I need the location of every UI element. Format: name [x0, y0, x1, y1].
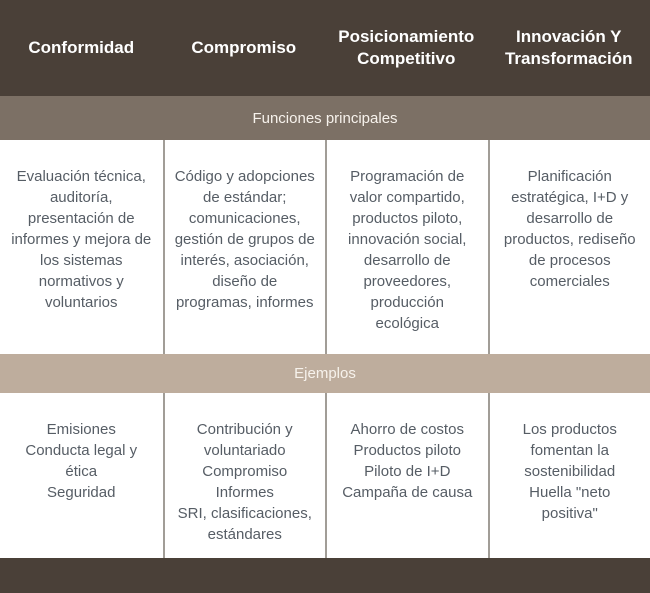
funciones-cell-compromiso: Código y adopciones de estándar; comunicaciones, gestión de grupos de interés, asociación, diseño de programas, informes: [163, 140, 326, 354]
table-header-row: [0, 0, 650, 96]
ejemplos-item: Campaña de causa: [342, 484, 473, 501]
ejemplos-item: SRI, clasificaciones, estándares: [177, 505, 312, 543]
ejemplos-item: Seguridad: [47, 484, 116, 501]
ejemplos-item: Ahorro de costos: [350, 421, 464, 438]
section-band-label: Funciones principales: [252, 109, 398, 127]
ejemplos-item: Informes: [215, 484, 274, 501]
ejemplos-cell-compromiso: [163, 393, 326, 558]
ejemplos-cell-conformidad: [0, 393, 163, 558]
funciones-content-row: [0, 140, 650, 354]
ejemplos-content-row: [0, 393, 650, 558]
ejemplos-item: Compromiso: [202, 463, 288, 480]
ejemplos-item: Conducta legal y ética: [25, 442, 138, 480]
section-band-funciones-principales: [0, 96, 650, 140]
ejemplos-item: Huella "neto positiva": [529, 484, 611, 522]
column-header-conformidad: Conformidad: [28, 38, 135, 57]
section-band-ejemplos: [0, 354, 650, 393]
ejemplos-item: Emisiones: [46, 421, 116, 438]
section-band-label: Ejemplos: [294, 365, 356, 382]
funciones-cell-innovacion: Planificación estratégica, I+D y desarrollo de productos, rediseño de procesos comerciales: [488, 140, 650, 354]
ejemplos-item: Productos piloto: [353, 442, 462, 459]
ejemplos-item: Contribución y voluntariado: [196, 421, 293, 459]
ejemplos-cell-posicionamiento: [325, 393, 488, 558]
ejemplos-item: Los productos fomentan la sostenibilidad: [522, 421, 617, 480]
column-header-innovacion-y-transformacion: Innovación Y Transformación: [504, 27, 633, 68]
funciones-cell-posicionamiento: Programación de valor compartido, productos piloto, innovación social, desarrollo de proveedores, producción ecológica: [325, 140, 488, 354]
ejemplos-item: Piloto de I+D: [364, 463, 451, 480]
ejemplos-cell-innovacion: [488, 393, 650, 558]
column-header-compromiso: Compromiso: [191, 38, 297, 57]
footer-bar: [0, 558, 650, 593]
column-header-posicionamiento-competitivo: Posicionamiento Competitivo: [338, 27, 475, 68]
funciones-cell-conformidad: Evaluación técnica, auditoría, presentación de informes y mejora de los sistemas normativos y voluntarios: [11, 168, 152, 311]
